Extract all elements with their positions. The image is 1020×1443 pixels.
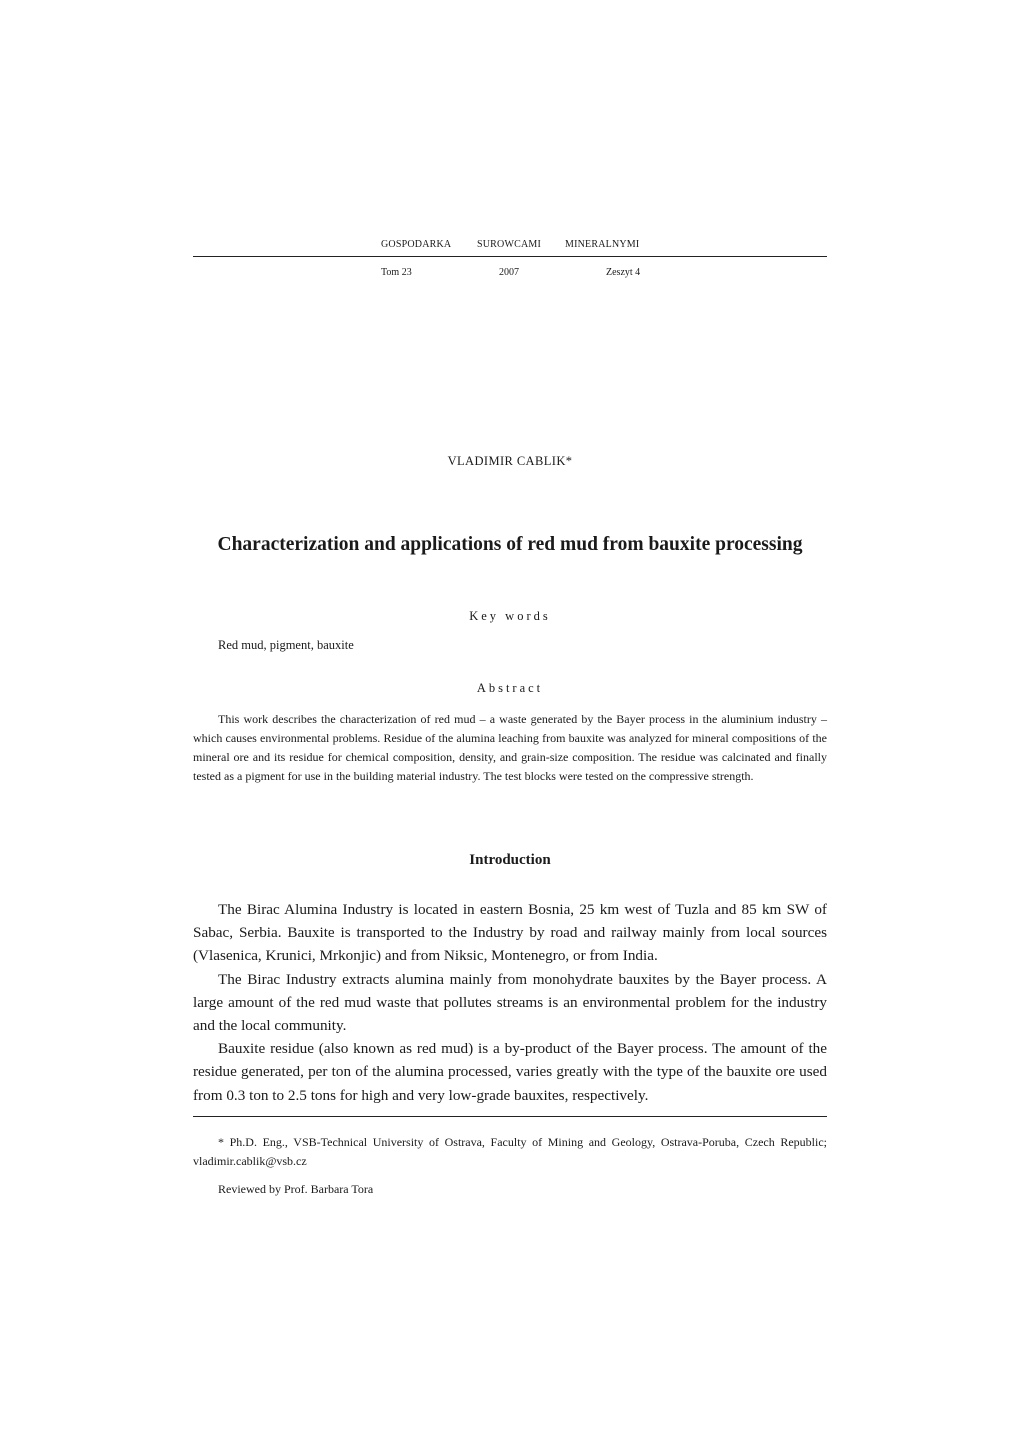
volume-label: Tom 23 xyxy=(381,267,412,278)
introduction-paragraph: Bauxite residue (also known as red mud) is a by-product of the Bayer process. The amount of the residue generated, per ton of the alumina processed, varies greatly with the type of the bauxite ore used from 0.3 ton to 2.5 tons for high and very low-grade bauxites, respectively. xyxy=(193,1040,827,1104)
journal-name-part: SUROWCAMI xyxy=(477,239,542,250)
introduction-heading: Introduction xyxy=(469,852,551,868)
article-title: Characterization and applications of red mud from bauxite processing xyxy=(217,534,803,555)
year-label: 2007 xyxy=(499,267,519,278)
journal-name-part: MINERALNYMI xyxy=(565,239,640,250)
author-affiliation-footnote: * Ph.D. Eng., VSB-Technical University of Ostrava, Faculty of Mining and Geology, Ostrava-Poruba, Czech Republic; vladimir.cablik@vsb.cz xyxy=(193,1135,827,1168)
abstract-text: This work describes the characterization of red mud – a waste generated by the Bayer process in the aluminium industry – which causes environmental problems. Residue of the alumina leaching from bauxite was analyzed for mineral compositions of the mineral ore and its residue for chemical composition, density, and grain-size composition. The residue was calcinated and finally tested as a pigment for use in the building material industry. The test blocks were tested on the compressive strength. xyxy=(193,712,827,783)
keywords-heading: Key words xyxy=(469,609,551,623)
issue-label: Zeszyt 4 xyxy=(606,267,641,278)
introduction-body xyxy=(193,898,827,1107)
keywords-text: Red mud, pigment, bauxite xyxy=(218,638,354,652)
reviewer-note: Reviewed by Prof. Barbara Tora xyxy=(218,1182,374,1196)
journal-name-part: GOSPODARKA xyxy=(381,239,452,250)
footnote-rule xyxy=(193,1116,827,1117)
header-rule xyxy=(193,256,827,257)
abstract-heading: Abstract xyxy=(476,681,544,695)
author-name: VLADIMIR CABLIK* xyxy=(447,454,573,468)
introduction-paragraph: The Birac Industry extracts alumina mainly from monohydrate bauxites by the Bayer process. A large amount of the red mud waste that pollutes streams is an environmental problem for the industry and the local community. xyxy=(193,970,827,1035)
introduction-paragraph: The Birac Alumina Industry is located in eastern Bosnia, 25 km west of Tuzla and 85 km SW of Sabac, Serbia. Bauxite is transported to the Industry by road and railway mainly from local sources (Vlasenica, Krunici, Mrkonjic) and from Niksic, Montenegro, or from India. xyxy=(193,901,827,965)
